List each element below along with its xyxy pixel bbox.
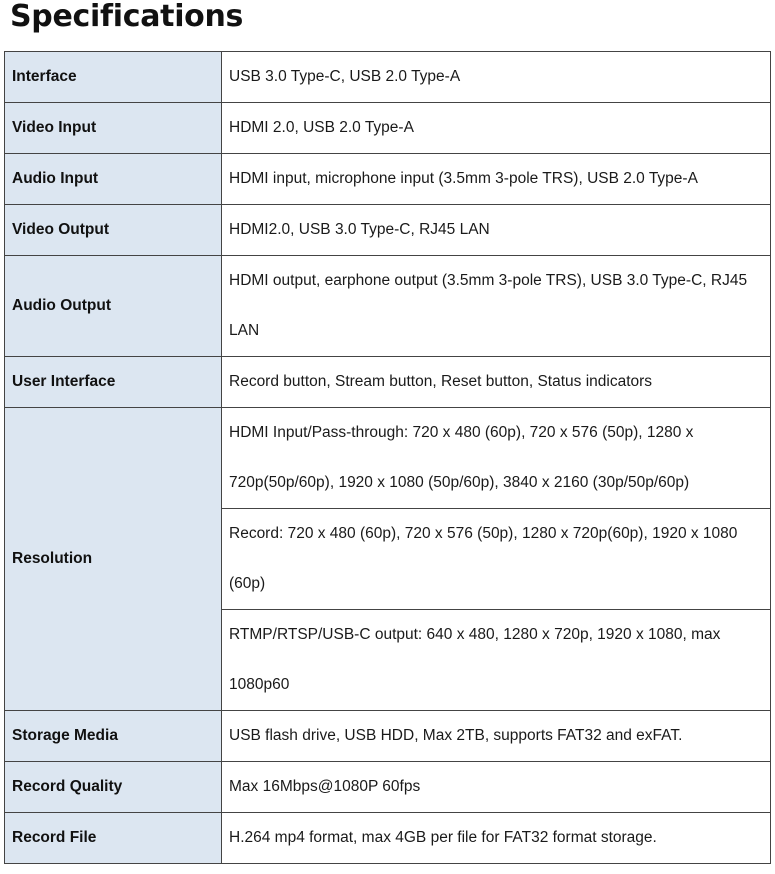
spec-label-resolution: Resolution: [5, 408, 222, 711]
spec-value-resolution-hdmi: HDMI Input/Pass-through: 720 x 480 (60p), 720 x 576 (50p), 1280 x 720p(50p/60p), 1920 x 1080 (50p/60p), 3840 x 2160 (30p/50p/60p): [222, 408, 771, 509]
page-title: Specifications: [10, 0, 244, 34]
spec-value-audio-output: HDMI output, earphone output (3.5mm 3-pole TRS), USB 3.0 Type-C, RJ45 LAN: [222, 256, 771, 357]
spec-label-record-quality: Record Quality: [5, 762, 222, 813]
table-row: [5, 711, 771, 762]
table-row: [5, 762, 771, 813]
spec-value-video-input: HDMI 2.0, USB 2.0 Type-A: [222, 103, 771, 154]
spec-value-interface: USB 3.0 Type-C, USB 2.0 Type-A: [222, 52, 771, 103]
table-row: [5, 154, 771, 205]
spec-value-audio-input: HDMI input, microphone input (3.5mm 3-pole TRS), USB 2.0 Type-A: [222, 154, 771, 205]
specifications-table: [4, 51, 771, 864]
spec-value-user-interface: Record button, Stream button, Reset button, Status indicators: [222, 357, 771, 408]
table-row: [5, 256, 771, 357]
table-row: [5, 408, 771, 509]
spec-label-user-interface: User Interface: [5, 357, 222, 408]
spec-value-resolution-record: Record: 720 x 480 (60p), 720 x 576 (50p), 1280 x 720p(60p), 1920 x 1080 (60p): [222, 509, 771, 610]
table-row: [5, 103, 771, 154]
table-row: [5, 357, 771, 408]
spec-value-resolution-output: RTMP/RTSP/USB-C output: 640 x 480, 1280 x 720p, 1920 x 1080, max 1080p60: [222, 610, 771, 711]
spec-value-video-output: HDMI2.0, USB 3.0 Type-C, RJ45 LAN: [222, 205, 771, 256]
spec-value-storage-media: USB flash drive, USB HDD, Max 2TB, supports FAT32 and exFAT.: [222, 711, 771, 762]
table-row: [5, 205, 771, 256]
spec-value-record-file: H.264 mp4 format, max 4GB per file for FAT32 format storage.: [222, 813, 771, 864]
spec-value-record-quality: Max 16Mbps@1080P 60fps: [222, 762, 771, 813]
spec-label-storage-media: Storage Media: [5, 711, 222, 762]
spec-label-record-file: Record File: [5, 813, 222, 864]
spec-label-video-output: Video Output: [5, 205, 222, 256]
spec-label-audio-input: Audio Input: [5, 154, 222, 205]
spec-label-video-input: Video Input: [5, 103, 222, 154]
spec-label-interface: Interface: [5, 52, 222, 103]
spec-label-audio-output: Audio Output: [5, 256, 222, 357]
table-row: [5, 813, 771, 864]
table-row: [5, 52, 771, 103]
